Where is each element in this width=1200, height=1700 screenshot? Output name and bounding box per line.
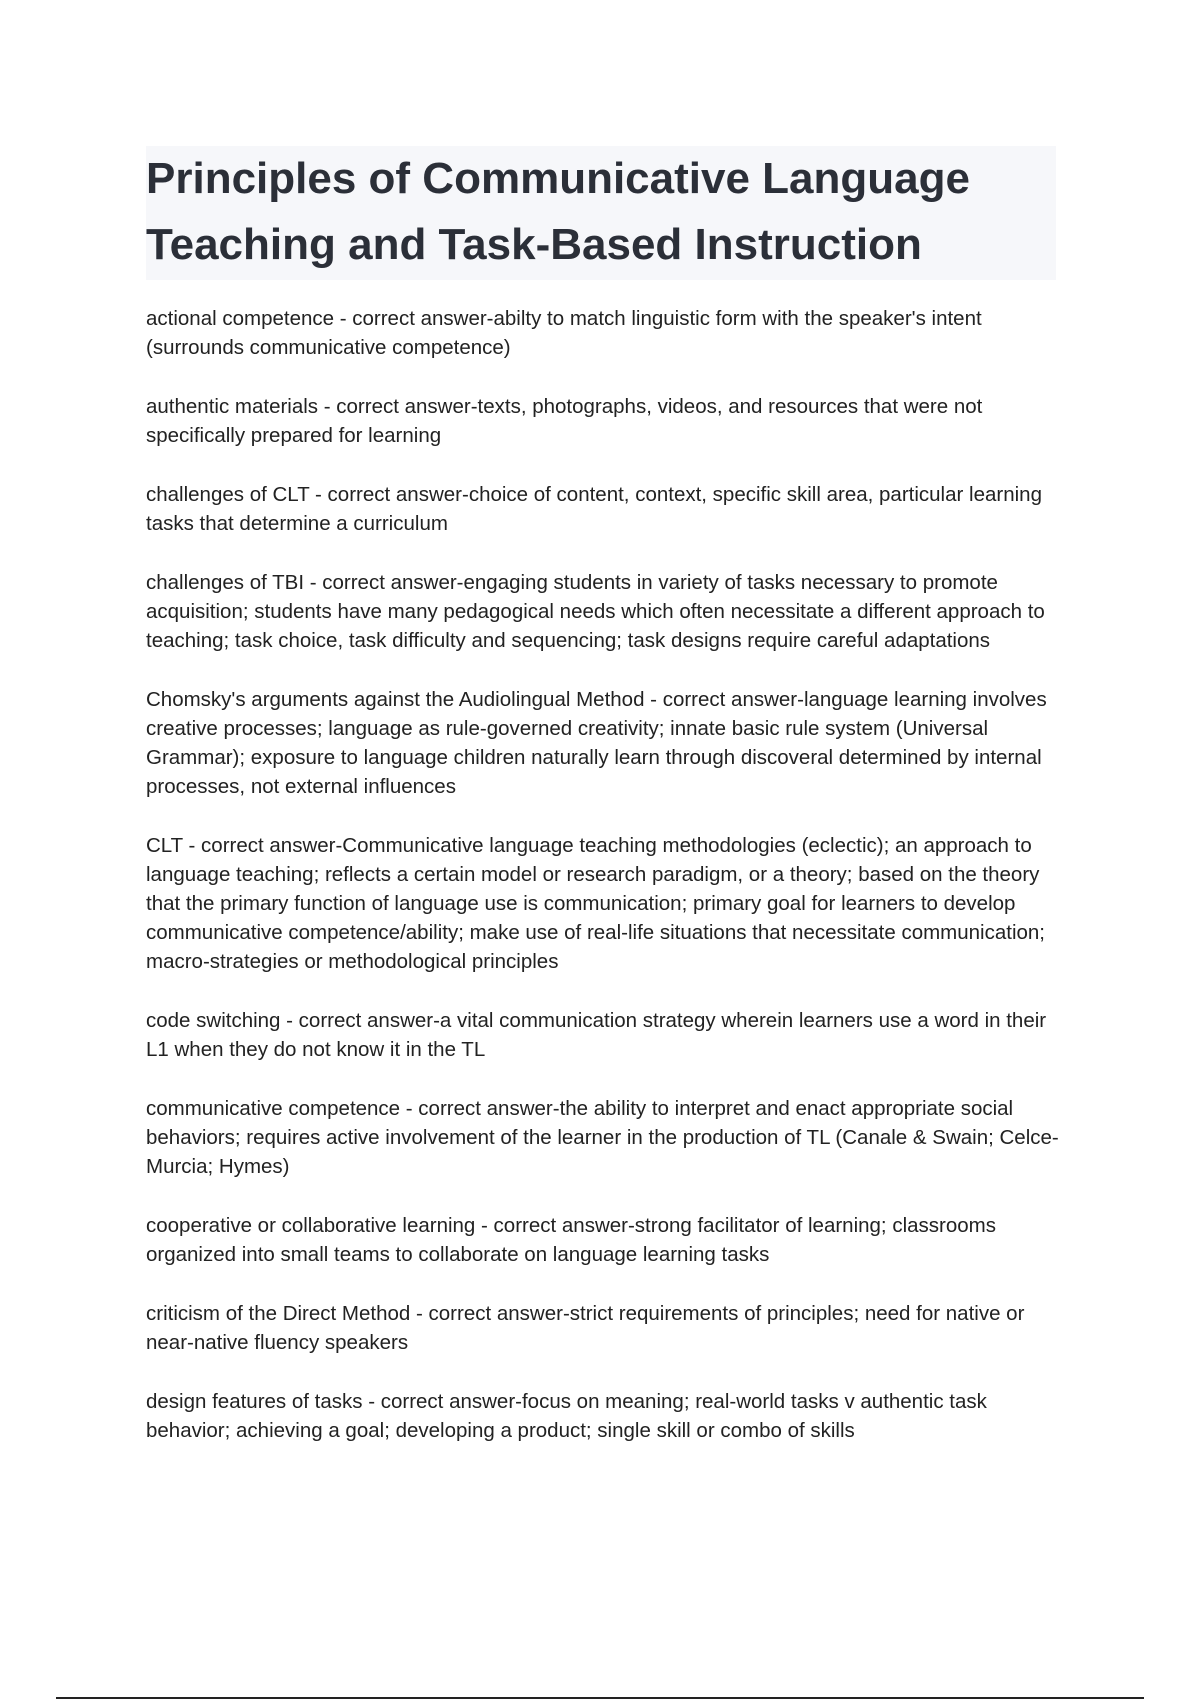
- document-title: Principles of Communicative Language Teaching and Task-Based Instruction: [146, 154, 970, 269]
- entry-criticism-direct-method: criticism of the Direct Method - correct answer-strict requirements of principles; need for native or near-native fluency speakers: [146, 1302, 1025, 1354]
- entry-authentic-materials: authentic materials - correct answer-texts, photographs, videos, and resources that were not specifically prepared for learning: [146, 395, 983, 447]
- entry-actional-competence: actional competence - correct answer-abilty to match linguistic form with the speaker's intent (surrounds communicative competence): [146, 307, 982, 359]
- entry-code-switching: code switching - correct answer-a vital communication strategy wherein learners use a word in their L1 when they do not know it in the TL: [146, 1009, 1047, 1061]
- page-footer-rule: [56, 1697, 1144, 1699]
- entry-chomsky-arguments: Chomsky's arguments against the Audiolingual Method - correct answer-language learning involves creative processes; language as rule-governed creativity; innate basic rule system (Universal Grammar); exposure to language children naturally learn through discoveral determined by internal processes, not external influences: [146, 688, 1047, 798]
- entry-clt: CLT - correct answer-Communicative language teaching methodologies (eclectic); an approach to language teaching; reflects a certain model or research paradigm, or a theory; based on the theory that the primary function of language use is communication; primary goal for learners to develop communicative competence/ability; make use of real-life situations that necessitate communication; macro-strategies or methodological principles: [146, 834, 1046, 973]
- entry-cooperative-learning: cooperative or collaborative learning - correct answer-strong facilitator of learning; classrooms organized into small teams to collaborate on language learning tasks: [146, 1214, 996, 1266]
- title-banner: [146, 146, 1056, 280]
- entry-communicative-competence: communicative competence - correct answer-the ability to interpret and enact appropriate social behaviors; requires active involvement of the learner in the production of TL (Canale & Swain; Celce-Murcia; Hymes): [146, 1097, 1059, 1178]
- entry-challenges-tbi: challenges of TBI - correct answer-engaging students in variety of tasks necessary to promote acquisition; students have many pedagogical needs which often necessitate a different approach to teaching; task choice, task difficulty and sequencing; task designs require careful adaptations: [146, 571, 1045, 652]
- entry-challenges-clt: challenges of CLT - correct answer-choice of content, context, specific skill area, particular learning tasks that determine a curriculum: [146, 483, 1042, 535]
- entry-design-features-tasks: design features of tasks - correct answer-focus on meaning; real-world tasks v authentic task behavior; achieving a goal; developing a product; single skill or combo of skills: [146, 1390, 987, 1442]
- entries-list: [146, 304, 1066, 1475]
